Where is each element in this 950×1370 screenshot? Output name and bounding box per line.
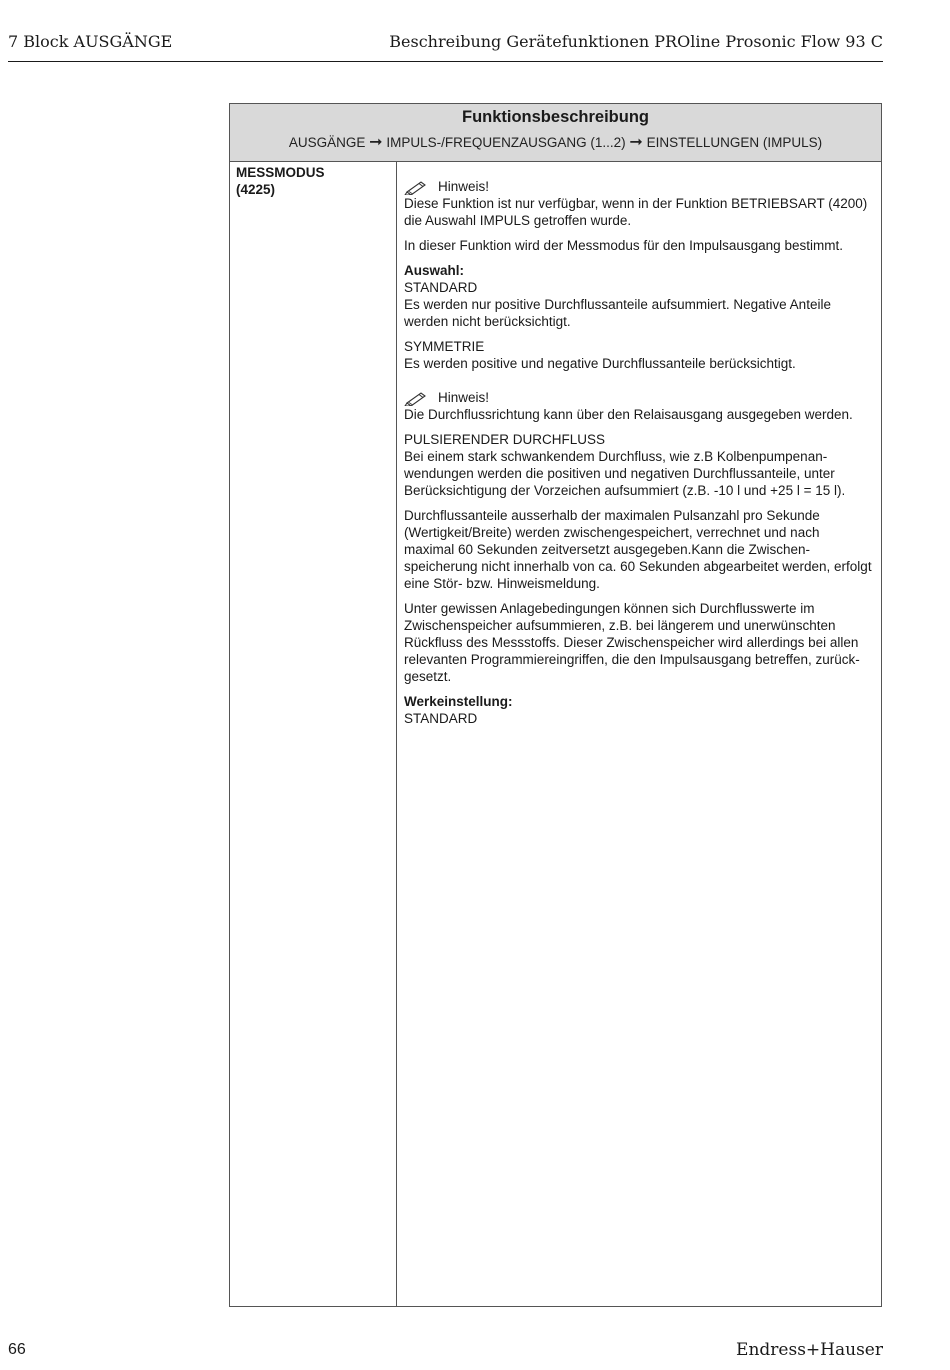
intro-text: In dieser Funktion wird der Messmodus für den Impulsausgang bestimmt. bbox=[404, 238, 843, 253]
function-description-table bbox=[229, 103, 882, 1307]
function-description-cell bbox=[398, 161, 881, 1306]
option-symmetry-text: Es werden positive und negative Durchflussanteile berücksichtigt. bbox=[404, 356, 796, 371]
chapter-title: 7 Block AUSGÄNGE bbox=[8, 32, 173, 51]
brand-name: Endress+Hauser bbox=[736, 1340, 883, 1360]
option-symmetry-name: SYMMETRIE bbox=[404, 339, 485, 354]
function-name: MESSMODUS bbox=[236, 165, 325, 180]
table-title: Funktionsbeschreibung bbox=[461, 108, 649, 126]
arrow-right-icon: ➞ bbox=[629, 134, 643, 151]
path-segment-settings-pulse: EINSTELLUNGEN (IMPULS) bbox=[646, 135, 823, 150]
pencil-icon bbox=[404, 390, 428, 406]
option-pulsating-text: Bei einem stark schwankendem Durchfluss, wie z.B Kolbenpumpenan-wendungen werden die positiven und negativen Durchflussanteile, unter Berücksichtigung der Vorzeichen aufsummiert (z.B. -10 l und +25 l = 15 l). bbox=[404, 449, 846, 498]
buffer-reset-text: Unter gewissen Anlagebedingungen können sich Durchflusswerte im Zwischenspeicher aufsummieren, z.B. bei längerem und unerwünschten Rückfluss des Messstoffs. Dieser Zwischenspeicher wird allerdings bei allen relevanten Programmiereingriffen, die den Impulsausgang betreffen, zurück-gesetzt. bbox=[404, 601, 860, 684]
hint-heading bbox=[404, 386, 873, 406]
function-name-cell bbox=[230, 161, 397, 1306]
menu-path bbox=[230, 132, 881, 152]
default-value: STANDARD bbox=[404, 711, 478, 726]
option-standard-text: Es werden nur positive Durchflussanteile aufsummiert. Negative Anteile werden nicht berücksichtigt. bbox=[404, 297, 831, 329]
default-label: Werkeinstellung: bbox=[404, 694, 513, 709]
hint-label: Hinweis! bbox=[438, 179, 490, 194]
path-segment-outputs: AUSGÄNGE bbox=[288, 135, 366, 150]
hint-heading bbox=[404, 175, 873, 195]
hint-text: Die Durchflussrichtung kann über den Relaisausgang ausgegeben werden. bbox=[404, 407, 853, 422]
option-pulsating-name: PULSIERENDER DURCHFLUSS bbox=[404, 432, 606, 447]
hint-label: Hinweis! bbox=[438, 390, 490, 405]
arrow-right-icon: ➞ bbox=[369, 134, 383, 151]
table-body bbox=[230, 161, 881, 1306]
path-segment-pulse-frequency-output: IMPULS-/FREQUENZAUSGANG (1...2) bbox=[386, 135, 626, 150]
buffer-text: Durchflussanteile ausserhalb der maximalen Pulsanzahl pro Sekunde (Wertigkeit/Breite) werden zwischengespeichert, verrechnet und nach maximal 60 Sekunden zeitversetzt ausgegeben.Kann die Zwischen-speicherung nicht innerhalb von ca. 60 Sekunden abgearbeitet werden, erfolgt eine Stör- bzw. Hinweismeldung. bbox=[404, 508, 872, 591]
function-code: (4225) bbox=[236, 182, 276, 197]
pencil-icon bbox=[404, 179, 428, 195]
document-title: Beschreibung Gerätefunktionen PROline Prosonic Flow 93 C bbox=[389, 32, 883, 51]
page-number: 66 bbox=[8, 1341, 26, 1358]
hint-text: Diese Funktion ist nur verfügbar, wenn in der Funktion BETRIEBSART (4200) die Auswahl IMPULS getroffen wurde. bbox=[404, 196, 868, 228]
option-standard-name: STANDARD bbox=[404, 280, 478, 295]
table-header bbox=[230, 104, 881, 162]
page-header bbox=[8, 30, 883, 62]
selection-label: Auswahl: bbox=[404, 263, 465, 278]
